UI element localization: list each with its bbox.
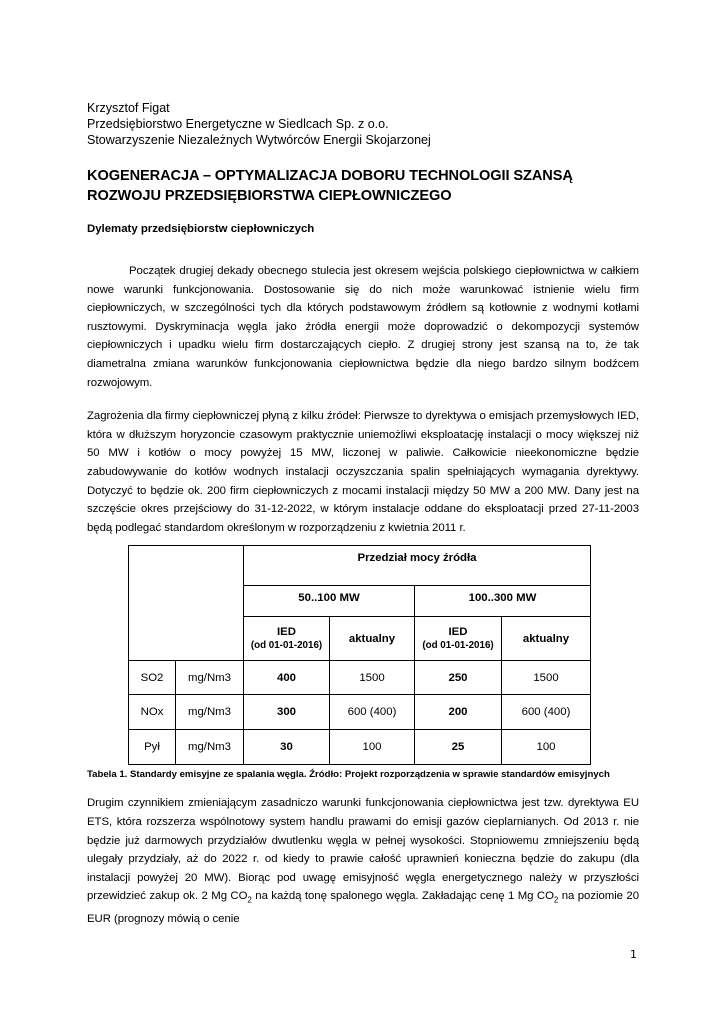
table-row xyxy=(129,661,591,695)
table-header-current-1: aktualny xyxy=(330,617,415,661)
ied-value-cell: 200 xyxy=(415,695,502,730)
paragraph-3 xyxy=(87,794,639,928)
table-header-ied-2 xyxy=(415,617,502,661)
unit-cell: mg/Nm3 xyxy=(176,730,244,765)
table-header-current-2: aktualny xyxy=(502,617,591,661)
paragraph-3-part3: na poziomie 20 EUR (prognozy mówią o cenie xyxy=(87,890,639,926)
author-block xyxy=(87,100,639,148)
ied-value-cell: 400 xyxy=(244,661,330,695)
ied-date: (od 01-01-2016) xyxy=(250,639,323,651)
current-value-cell: 1500 xyxy=(502,661,591,695)
table-header-main: Przedział mocy źródła xyxy=(244,546,591,586)
table-corner xyxy=(129,546,244,661)
pollutant-cell: SO2 xyxy=(129,661,176,695)
current-value-cell: 100 xyxy=(502,730,591,765)
emission-standards-table xyxy=(128,545,591,765)
paragraph-3-part1: Drugim czynnikiem zmieniającym zasadniczo warunki funkcjonowania ciepłownictwa jest tzw. dyrektywa EU ETS, która rozszerza wspólnotowy system handlu prawami do emisji gazów cieplarnianych. Od 2013 r. nie będzie już darmowych przydziałów dwutlenku węgla w pełnej wysokości. Stopniowemu zmniejszeniu będą ulegały przydziały, aż do 2022 r. od kiedy to prawie całość uprawnień konieczna będzie do zakupu (dla instalacji powyżej 20 MW). Biorąc pod uwagę emisyjność węgla energetycznego należy w przyszłości przewidzieć zakup ok. 2 Mg CO xyxy=(87,797,639,903)
author-company: Przedsiębiorstwo Energetyczne w Siedlcach Sp. z o.o. xyxy=(87,117,389,131)
paragraph-2: Zagrożenia dla firmy ciepłowniczej płyną z kilku źródeł: Pierwsze to dyrektywa o emisjach przemysłowych IED, która w dłuższym horyzoncie czasowym praktycznie uniemożliwi eksploatację instalacji o mocy większej niż 50 MW i kotłów o mocy powyżej 15 MW, liczonej w paliwie. Całkowicie nieekonomiczne będzie zabudowywanie do kotłów wodnych instalacji oczyszczania spalin spełniających wymagania dyrektywy. Dotyczyć to będzie ok. 200 firm ciepłowniczych z mocami instalacji między 50 MW a 200 MW. Dany jest na szczęście okres przejściowy do 31-12-2022, w którym instalacje oddane do eksploatacji przed 27-11-2003 będą podlegać standardom określonym w rozporządzeniu z kwietnia 2011 r. xyxy=(87,410,639,534)
table-header-range1: 50..100 MW xyxy=(244,586,415,617)
table-caption: Tabela 1. Standardy emisyjne ze spalania węgla. Źródło: Projekt rozporządzenia w sprawie standardów emisyjnych xyxy=(87,769,610,781)
table-row xyxy=(129,730,591,765)
ied-value-cell: 250 xyxy=(415,661,502,695)
co2-subscript: 2 xyxy=(247,895,252,905)
co2-subscript: 2 xyxy=(553,895,559,905)
ied-label: IED xyxy=(277,625,296,638)
pollutant-cell: NOx xyxy=(129,695,176,730)
document-title: KOGENERACJA – OPTYMALIZACJA DOBORU TECHNOLOGII SZANSĄ ROZWOJU PRZEDSIĘBIORSTWA CIEPŁOWNICZEGO xyxy=(87,168,573,204)
paragraph-1: Początek drugiej dekady obecnego stulecia jest okresem wejścia polskiego ciepłownictwa w całkiem nowe warunki funkcjonowania. Dostosowanie się do nich może warunkować istnienie wielu firm ciepłowniczych, w szczególności tych dla których podstawowym źródłem są kotłownie z wodnymi kotłami rusztowymi. Dyskryminacja węgla jako źródła energii może doprowadzić o dekompozycji systemów ciepłowniczych i upadku wielu firm dostarczających ciepło. Z drugiej strony jest szansą na to, że tak diametralna zmiana warunków funkcjonowania ciepłownictwa będzie dla niego bardzo silnym bodźcem rozwojowym. xyxy=(87,265,639,389)
current-value-cell: 600 (400) xyxy=(330,695,415,730)
document-page xyxy=(87,100,639,929)
ied-date: (od 01-01-2016) xyxy=(422,639,494,651)
table-row xyxy=(129,695,591,730)
author-association: Stowarzyszenie Niezależnych Wytwórców Energii Skojarzonej xyxy=(87,133,431,147)
table-header-range2: 100..300 MW xyxy=(415,586,591,617)
ied-label: IED xyxy=(448,625,468,638)
page-number: 1 xyxy=(630,948,637,961)
table-header-ied-1 xyxy=(244,617,330,661)
ied-value-cell: 25 xyxy=(415,730,502,765)
author-name: Krzysztof Figat xyxy=(87,101,170,115)
current-value-cell: 100 xyxy=(330,730,415,765)
section-heading: Dylematy przedsiębiorstw ciepłowniczych xyxy=(87,223,315,235)
paragraph-3-part2: na każdą tonę spalonego węgla. Zakładając cenę 1 Mg CO xyxy=(251,890,554,903)
ied-value-cell: 30 xyxy=(244,730,330,765)
current-value-cell: 1500 xyxy=(330,661,415,695)
pollutant-cell: Pył xyxy=(129,730,176,765)
ied-value-cell: 300 xyxy=(244,695,330,730)
unit-cell: mg/Nm3 xyxy=(176,661,244,695)
unit-cell: mg/Nm3 xyxy=(176,695,244,730)
current-value-cell: 600 (400) xyxy=(502,695,591,730)
